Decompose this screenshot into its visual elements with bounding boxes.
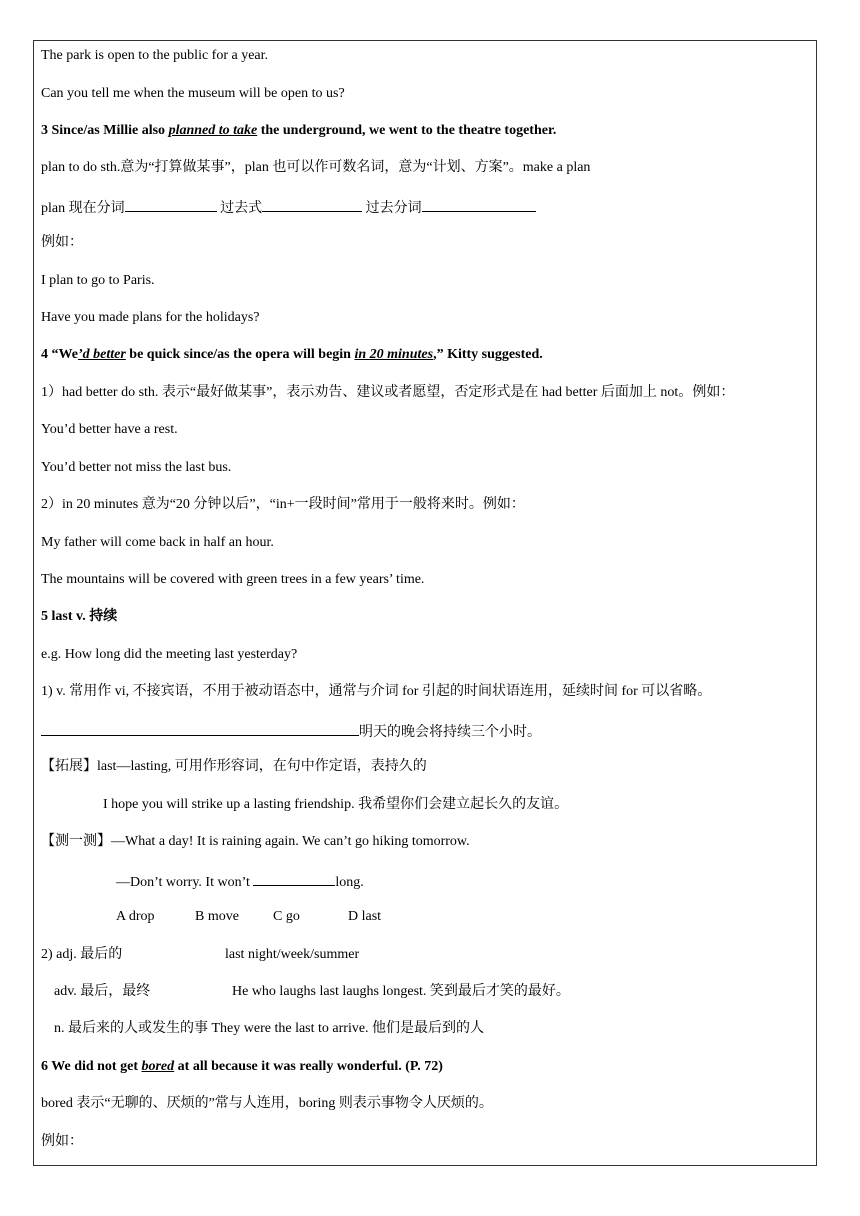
- answer-blank[interactable]: [41, 721, 359, 736]
- example-sentence: I plan to go to Paris.: [41, 273, 155, 288]
- option-b[interactable]: B move: [195, 909, 239, 924]
- example-sentence: The mountains will be covered with green trees in a few years’ time.: [41, 572, 425, 587]
- translation-exercise: [41, 721, 541, 742]
- explanation-text: 1) v. 常用作 vi, 不接宾语，不用于被动语态中，通常与介词 for 引起的时间状语连用，延续时间 for 可以省略。: [41, 684, 712, 699]
- heading-text: the underground, we went to the theatre together.: [257, 123, 557, 138]
- section-heading-3: [41, 122, 556, 140]
- answer-blank[interactable]: [422, 197, 536, 212]
- example-sentence: The park is open to the public for a year.: [41, 48, 269, 63]
- answer-blank[interactable]: [253, 871, 335, 886]
- explanation-text: 1）had better do sth. 表示“最好做某事”，表示劝告、建议或者愿望，否定形式是在 had better 后面加上 not。例如：: [41, 385, 735, 400]
- example-sentence: Have you made plans for the holidays?: [41, 310, 260, 325]
- usage-line: n. 最后来的人或发生的事 They were the last to arrive. 他们是最后到的人: [54, 1021, 485, 1036]
- quiz-question: 【测一测】—What a day! It is raining again. We can’t go hiking tomorrow.: [41, 834, 470, 849]
- example-sentence: My father will come back in half an hour.: [41, 535, 274, 550]
- heading-text: 4 “We: [41, 347, 78, 362]
- heading-emphasis: planned to take: [168, 123, 258, 138]
- label-text: 例如：: [41, 235, 83, 250]
- label-text: 过去分词: [362, 201, 422, 216]
- heading-emphasis: ’d better: [77, 347, 126, 362]
- example-sentence: You’d better not miss the last bus.: [41, 460, 232, 475]
- heading-text: be quick since/as the opera will begin: [125, 347, 355, 362]
- heading-emphasis: in 20 minutes: [354, 347, 434, 362]
- usage-label: 2) adj. 最后的: [41, 947, 123, 962]
- usage-example: He who laughs last laughs longest. 笑到最后才笑的最好。: [232, 984, 570, 999]
- usage-label: adv. 最后，最终: [54, 984, 151, 999]
- extension-note: 【拓展】last—lasting, 可用作形容词，在句中作定语，表持久的: [41, 759, 427, 774]
- fill-blank-line: [41, 197, 536, 218]
- heading-text: 6 We did not get: [41, 1059, 142, 1074]
- heading-text: 3 Since/as Millie also: [41, 123, 169, 138]
- response-text: —Don’t worry. It won’t: [116, 875, 254, 890]
- section-heading-5: 5 last v. 持续: [41, 609, 118, 624]
- example-sentence: Can you tell me when the museum will be open to us?: [41, 86, 345, 101]
- section-heading-4: [41, 346, 543, 364]
- label-text: 例如：: [41, 1134, 83, 1149]
- example-sentence: You’d better have a rest.: [41, 422, 178, 437]
- usage-line: [54, 983, 570, 1001]
- option-a[interactable]: A drop: [116, 909, 155, 924]
- translation-text: 明天的晚会将持续三个小时。: [359, 725, 541, 740]
- usage-example: last night/week/summer: [225, 947, 360, 962]
- explanation-text: plan to do sth.意为“打算做某事”，plan 也可以作可数名词，意为“计划、方案”。make a plan: [41, 160, 591, 175]
- answer-blank[interactable]: [125, 197, 217, 212]
- section-heading-6: [41, 1058, 443, 1076]
- option-d[interactable]: D last: [348, 909, 382, 924]
- example-sentence: I hope you will strike up a lasting friendship. 我希望你们会建立起长久的友谊。: [103, 797, 569, 812]
- usage-line: [41, 946, 359, 964]
- quiz-options: [116, 908, 381, 926]
- quiz-response: [116, 871, 364, 892]
- option-c[interactable]: C go: [273, 909, 300, 924]
- heading-text: ,” Kitty suggested.: [433, 347, 543, 362]
- explanation-text: 2）in 20 minutes 意为“20 分钟以后”，“in+一段时间”常用于一般将来时。例如：: [41, 497, 525, 512]
- label-text: plan 现在分词: [41, 201, 125, 216]
- heading-text: at all because it was really wonderful. (P. 72): [174, 1059, 443, 1074]
- label-text: 过去式: [216, 201, 263, 216]
- explanation-text: bored 表示“无聊的、厌烦的”常与人连用，boring 则表示事物令人厌烦的。: [41, 1096, 493, 1111]
- heading-emphasis: bored: [141, 1059, 175, 1074]
- answer-blank[interactable]: [262, 197, 362, 212]
- response-text: long.: [335, 875, 364, 890]
- example-sentence: e.g. How long did the meeting last yesterday?: [41, 647, 298, 662]
